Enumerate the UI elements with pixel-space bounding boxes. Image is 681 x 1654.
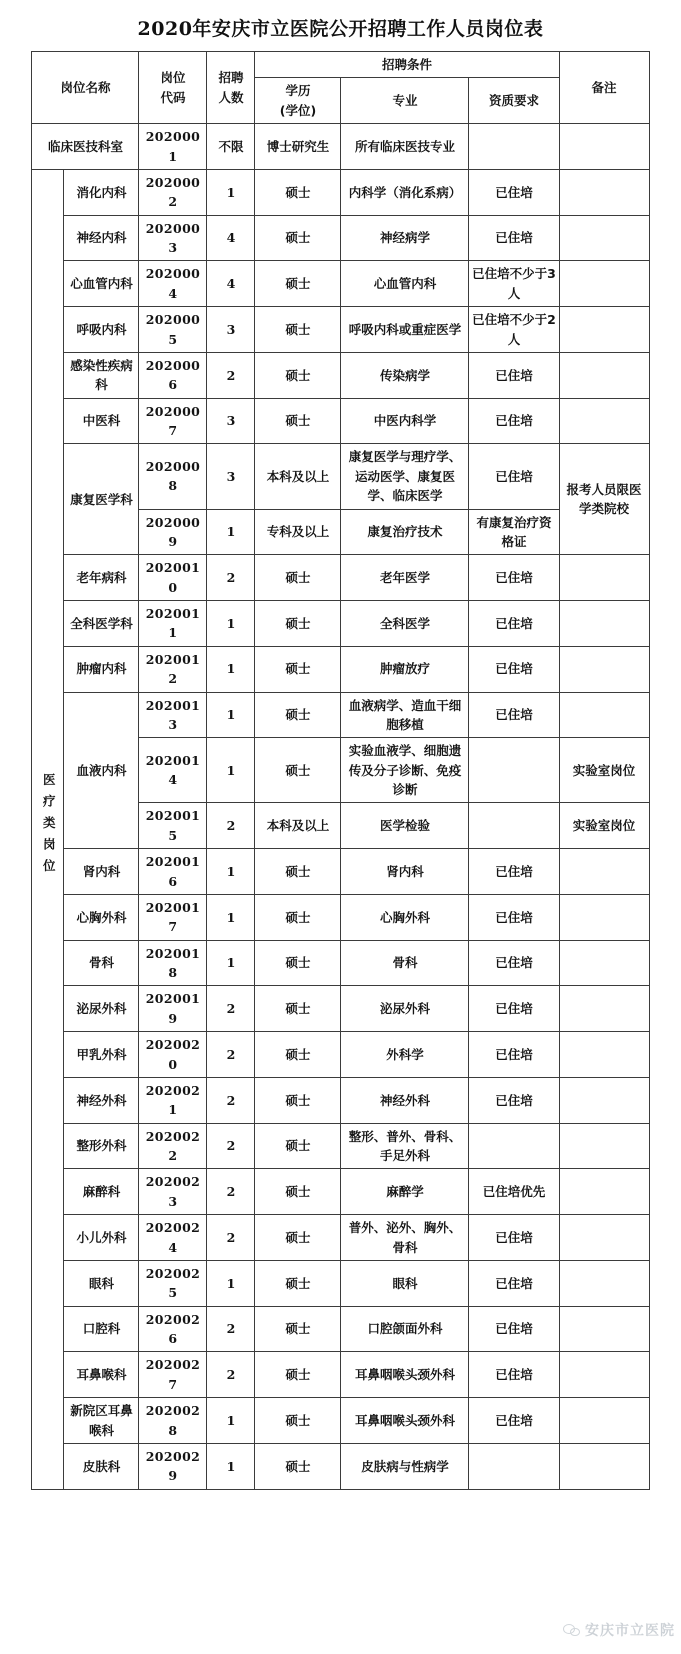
cell-job-code: 2020026	[139, 1306, 207, 1352]
cell-job-name: 消化内科	[64, 169, 139, 215]
cell-remarks: 报考人员限医学类院校	[559, 444, 649, 555]
cell-major: 呼吸内科或重症医学	[341, 307, 469, 353]
cell-job-name: 神经外科	[64, 1077, 139, 1123]
cell-qualification: 已住培	[469, 849, 559, 895]
header-education	[255, 78, 341, 124]
cell-qualification: 已住培	[469, 555, 559, 601]
cell-job-code: 2020018	[139, 940, 207, 986]
cell-job-code: 2020010	[139, 555, 207, 601]
table-header	[32, 52, 649, 124]
cell-qualification: 已住培	[469, 1352, 559, 1398]
header-job-name: 岗位名称	[32, 52, 139, 124]
table-row	[32, 894, 649, 940]
header-job-code-line2: 代码	[160, 89, 186, 105]
cell-major: 麻醉学	[341, 1169, 469, 1215]
cell-major: 神经病学	[341, 215, 469, 261]
cell-qualification: 已住培	[469, 692, 559, 738]
cell-major: 口腔颌面外科	[341, 1306, 469, 1352]
cell-remarks	[559, 601, 649, 647]
cell-job-name: 血液内科	[64, 692, 139, 849]
cell-job-name: 神经内科	[64, 215, 139, 261]
table-row	[32, 1443, 649, 1489]
cell-remarks	[559, 1077, 649, 1123]
cell-qualification: 已住培优先	[469, 1169, 559, 1215]
table-row	[32, 849, 649, 895]
cell-remarks: 实验室岗位	[559, 803, 649, 849]
cell-remarks	[559, 215, 649, 261]
cell-major: 康复治疗技术	[341, 509, 469, 555]
cell-remarks	[559, 849, 649, 895]
cell-qualification: 已住培	[469, 1215, 559, 1261]
header-qualification: 资质要求	[469, 78, 559, 124]
cell-qualification: 已住培	[469, 601, 559, 647]
cell-headcount: 2	[207, 352, 255, 398]
cell-major: 泌尿外科	[341, 986, 469, 1032]
cell-qualification: 已住培	[469, 352, 559, 398]
cell-headcount: 2	[207, 1352, 255, 1398]
table-row	[32, 601, 649, 647]
cell-job-code: 2020007	[139, 398, 207, 444]
cell-education: 硕士	[255, 1215, 341, 1261]
cell-education: 硕士	[255, 894, 341, 940]
cell-qualification: 已住培	[469, 940, 559, 986]
cell-job-name: 泌尿外科	[64, 986, 139, 1032]
wechat-icon	[563, 1623, 580, 1638]
cell-remarks	[559, 986, 649, 1032]
cell-remarks	[559, 1260, 649, 1306]
cell-headcount: 2	[207, 1306, 255, 1352]
cell-headcount: 2	[207, 803, 255, 849]
cell-qualification	[469, 738, 559, 803]
cell-qualification: 已住培	[469, 986, 559, 1032]
cell-education: 硕士	[255, 398, 341, 444]
cell-job-code: 2020001	[139, 124, 207, 170]
cell-remarks	[559, 1443, 649, 1489]
cell-qualification: 已住培不少于2人	[469, 307, 559, 353]
cell-education: 硕士	[255, 169, 341, 215]
cell-education: 硕士	[255, 215, 341, 261]
cell-headcount: 1	[207, 692, 255, 738]
cell-job-name: 康复医学科	[64, 444, 139, 555]
cell-headcount: 2	[207, 1123, 255, 1169]
cell-remarks	[559, 1169, 649, 1215]
cell-headcount: 1	[207, 601, 255, 647]
cell-headcount: 1	[207, 894, 255, 940]
cell-qualification	[469, 124, 559, 170]
cell-remarks	[559, 555, 649, 601]
cell-qualification: 已住培	[469, 444, 559, 509]
cell-education: 硕士	[255, 940, 341, 986]
cell-education: 硕士	[255, 1352, 341, 1398]
cell-remarks	[559, 169, 649, 215]
cell-qualification: 已住培	[469, 646, 559, 692]
cell-job-name: 呼吸内科	[64, 307, 139, 353]
table-row	[32, 940, 649, 986]
cell-job-code: 2020028	[139, 1398, 207, 1444]
cell-headcount: 1	[207, 1443, 255, 1489]
cell-education: 硕士	[255, 1443, 341, 1489]
cell-major: 心血管内科	[341, 261, 469, 307]
cell-job-code: 2020019	[139, 986, 207, 1032]
cell-qualification: 已住培	[469, 169, 559, 215]
cell-major: 普外、泌外、胸外、 骨科	[341, 1215, 469, 1261]
cell-headcount: 不限	[207, 124, 255, 170]
cell-education: 硕士	[255, 1077, 341, 1123]
cell-job-code: 2020023	[139, 1169, 207, 1215]
cell-remarks	[559, 692, 649, 738]
header-headcount-line1: 招聘	[218, 70, 244, 86]
cell-job-name: 肾内科	[64, 849, 139, 895]
cell-job-name: 中医科	[64, 398, 139, 444]
cell-major: 所有临床医技专业	[341, 124, 469, 170]
cell-major: 肾内科	[341, 849, 469, 895]
cell-headcount: 1	[207, 940, 255, 986]
header-education-line2: (学位)	[279, 102, 317, 118]
cell-headcount: 3	[207, 398, 255, 444]
header-education-line1: 学历	[285, 83, 311, 99]
cell-education: 硕士	[255, 986, 341, 1032]
table-row	[32, 1169, 649, 1215]
cell-job-name: 全科医学科	[64, 601, 139, 647]
cell-major: 传染病学	[341, 352, 469, 398]
table-row	[32, 169, 649, 215]
cell-major: 耳鼻咽喉头颈外科	[341, 1398, 469, 1444]
table-row	[32, 215, 649, 261]
cell-job-name: 心胸外科	[64, 894, 139, 940]
cell-qualification: 已住培	[469, 1398, 559, 1444]
cell-education: 本科及以上	[255, 444, 341, 509]
cell-qualification: 已住培	[469, 1077, 559, 1123]
cell-education: 硕士	[255, 601, 341, 647]
cell-job-code: 2020006	[139, 352, 207, 398]
cell-remarks: 实验室岗位	[559, 738, 649, 803]
cell-major: 神经外科	[341, 1077, 469, 1123]
cell-job-name: 麻醉科	[64, 1169, 139, 1215]
header-job-code-line1: 岗位	[160, 70, 186, 86]
category-label-vertical: 医疗类岗位	[41, 772, 57, 881]
table-row	[32, 1398, 649, 1444]
cell-education: 硕士	[255, 738, 341, 803]
cell-major: 眼科	[341, 1260, 469, 1306]
watermark-text: 安庆市立医院	[585, 1623, 675, 1639]
cell-qualification: 已住培	[469, 215, 559, 261]
cell-education: 硕士	[255, 1169, 341, 1215]
cell-job-code: 2020029	[139, 1443, 207, 1489]
cell-major: 全科医学	[341, 601, 469, 647]
cell-job-name: 口腔科	[64, 1306, 139, 1352]
cell-remarks	[559, 1215, 649, 1261]
cell-job-name: 新院区耳鼻喉科	[64, 1398, 139, 1444]
cell-education: 硕士	[255, 1260, 341, 1306]
cell-job-name: 老年病科	[64, 555, 139, 601]
cell-remarks	[559, 646, 649, 692]
header-row-1	[32, 52, 649, 78]
cell-job-code: 2020008	[139, 444, 207, 509]
cell-job-name: 心血管内科	[64, 261, 139, 307]
cell-major: 老年医学	[341, 555, 469, 601]
cell-major: 血液病学、造血干细胞移植	[341, 692, 469, 738]
cell-remarks	[559, 1123, 649, 1169]
cell-education: 专科及以上	[255, 509, 341, 555]
cell-major: 皮肤病与性病学	[341, 1443, 469, 1489]
table-row	[32, 307, 649, 353]
cell-education: 硕士	[255, 692, 341, 738]
cell-qualification	[469, 1443, 559, 1489]
header-major: 专业	[341, 78, 469, 124]
cell-major: 心胸外科	[341, 894, 469, 940]
cell-job-name: 肿瘤内科	[64, 646, 139, 692]
cell-category	[32, 169, 64, 1489]
cell-job-code: 2020025	[139, 1260, 207, 1306]
cell-headcount: 2	[207, 1215, 255, 1261]
cell-major: 实验血液学、细胞遗传及分子诊断、免疫诊断	[341, 738, 469, 803]
table-row	[32, 1260, 649, 1306]
header-conditions: 招聘条件	[255, 52, 559, 78]
cell-education: 硕士	[255, 849, 341, 895]
cell-education: 硕士	[255, 555, 341, 601]
cell-job-code: 2020004	[139, 261, 207, 307]
cell-job-name: 耳鼻喉科	[64, 1352, 139, 1398]
cell-job-name: 整形外科	[64, 1123, 139, 1169]
cell-qualification	[469, 803, 559, 849]
cell-qualification	[469, 1123, 559, 1169]
table-row	[32, 1123, 649, 1169]
cell-qualification: 有康复治疗资格证	[469, 509, 559, 555]
cell-remarks	[559, 124, 649, 170]
cell-job-code: 2020017	[139, 894, 207, 940]
cell-education: 硕士	[255, 307, 341, 353]
recruitment-table	[31, 51, 649, 1490]
cell-education: 硕士	[255, 646, 341, 692]
cell-headcount: 1	[207, 738, 255, 803]
cell-job-code: 2020027	[139, 1352, 207, 1398]
cell-job-name: 甲乳外科	[64, 1032, 139, 1078]
cell-job-name: 感染性疾病科	[64, 352, 139, 398]
cell-headcount: 3	[207, 307, 255, 353]
cell-headcount: 1	[207, 849, 255, 895]
table-row	[32, 1306, 649, 1352]
cell-qualification: 已住培	[469, 894, 559, 940]
cell-job-code: 2020012	[139, 646, 207, 692]
cell-major: 骨科	[341, 940, 469, 986]
cell-job-code: 2020021	[139, 1077, 207, 1123]
cell-headcount: 2	[207, 1032, 255, 1078]
table-row	[32, 986, 649, 1032]
cell-education: 硕士	[255, 1123, 341, 1169]
cell-headcount: 1	[207, 1398, 255, 1444]
cell-headcount: 2	[207, 1169, 255, 1215]
cell-qualification: 已住培	[469, 1306, 559, 1352]
page-title: 2020年安庆市立医院公开招聘工作人员岗位表	[137, 18, 544, 40]
cell-education: 硕士	[255, 261, 341, 307]
cell-qualification: 已住培	[469, 1032, 559, 1078]
cell-job-code: 2020011	[139, 601, 207, 647]
table-body	[32, 124, 649, 1490]
cell-major: 内科学（消化系病）	[341, 169, 469, 215]
cell-headcount: 1	[207, 646, 255, 692]
cell-job-name: 临床医技科室	[32, 124, 139, 170]
table-row	[32, 444, 649, 509]
cell-education: 硕士	[255, 1032, 341, 1078]
cell-major: 外科学	[341, 1032, 469, 1078]
cell-major: 康复医学与理疗学、运动医学、康复医学、临床医学	[341, 444, 469, 509]
cell-education: 本科及以上	[255, 803, 341, 849]
cell-major: 中医内科学	[341, 398, 469, 444]
cell-job-name: 皮肤科	[64, 1443, 139, 1489]
watermark	[563, 1620, 675, 1640]
table-row	[32, 1032, 649, 1078]
cell-job-name: 小儿外科	[64, 1215, 139, 1261]
table-row	[32, 646, 649, 692]
header-job-code	[139, 52, 207, 124]
table-row	[32, 1215, 649, 1261]
cell-headcount: 1	[207, 509, 255, 555]
cell-headcount: 2	[207, 986, 255, 1032]
header-remarks: 备注	[559, 52, 649, 124]
cell-remarks	[559, 1306, 649, 1352]
cell-job-code: 2020005	[139, 307, 207, 353]
cell-job-code: 2020003	[139, 215, 207, 261]
cell-remarks	[559, 352, 649, 398]
table-row	[32, 261, 649, 307]
cell-headcount: 1	[207, 169, 255, 215]
table-row	[32, 124, 649, 170]
cell-job-code: 2020020	[139, 1032, 207, 1078]
cell-major: 医学检验	[341, 803, 469, 849]
cell-remarks	[559, 1352, 649, 1398]
cell-job-code: 2020016	[139, 849, 207, 895]
cell-remarks	[559, 307, 649, 353]
cell-remarks	[559, 940, 649, 986]
cell-headcount: 2	[207, 1077, 255, 1123]
header-headcount-line2: 人数	[218, 89, 244, 105]
cell-remarks	[559, 894, 649, 940]
cell-headcount: 4	[207, 215, 255, 261]
cell-qualification: 已住培	[469, 398, 559, 444]
table-row	[32, 692, 649, 738]
cell-headcount: 3	[207, 444, 255, 509]
cell-education: 硕士	[255, 1398, 341, 1444]
header-headcount	[207, 52, 255, 124]
table-row	[32, 352, 649, 398]
cell-education: 硕士	[255, 352, 341, 398]
cell-remarks	[559, 1398, 649, 1444]
cell-job-code: 2020009	[139, 509, 207, 555]
cell-headcount: 4	[207, 261, 255, 307]
cell-job-name: 骨科	[64, 940, 139, 986]
table-row	[32, 1352, 649, 1398]
cell-remarks	[559, 398, 649, 444]
cell-job-code: 2020013	[139, 692, 207, 738]
cell-major: 耳鼻咽喉头颈外科	[341, 1352, 469, 1398]
table-row	[32, 398, 649, 444]
cell-education: 硕士	[255, 1306, 341, 1352]
cell-education: 博士研究生	[255, 124, 341, 170]
cell-job-name: 眼科	[64, 1260, 139, 1306]
cell-job-code: 2020015	[139, 803, 207, 849]
cell-major: 肿瘤放疗	[341, 646, 469, 692]
cell-major: 整形、普外、骨科、 手足外科	[341, 1123, 469, 1169]
table-row	[32, 555, 649, 601]
cell-qualification: 已住培	[469, 1260, 559, 1306]
cell-remarks	[559, 1032, 649, 1078]
cell-job-code: 2020002	[139, 169, 207, 215]
table-row	[32, 1077, 649, 1123]
cell-remarks	[559, 261, 649, 307]
cell-qualification: 已住培不少于3人	[469, 261, 559, 307]
cell-headcount: 1	[207, 1260, 255, 1306]
cell-job-code: 2020014	[139, 738, 207, 803]
cell-job-code: 2020024	[139, 1215, 207, 1261]
cell-job-code: 2020022	[139, 1123, 207, 1169]
cell-headcount: 2	[207, 555, 255, 601]
